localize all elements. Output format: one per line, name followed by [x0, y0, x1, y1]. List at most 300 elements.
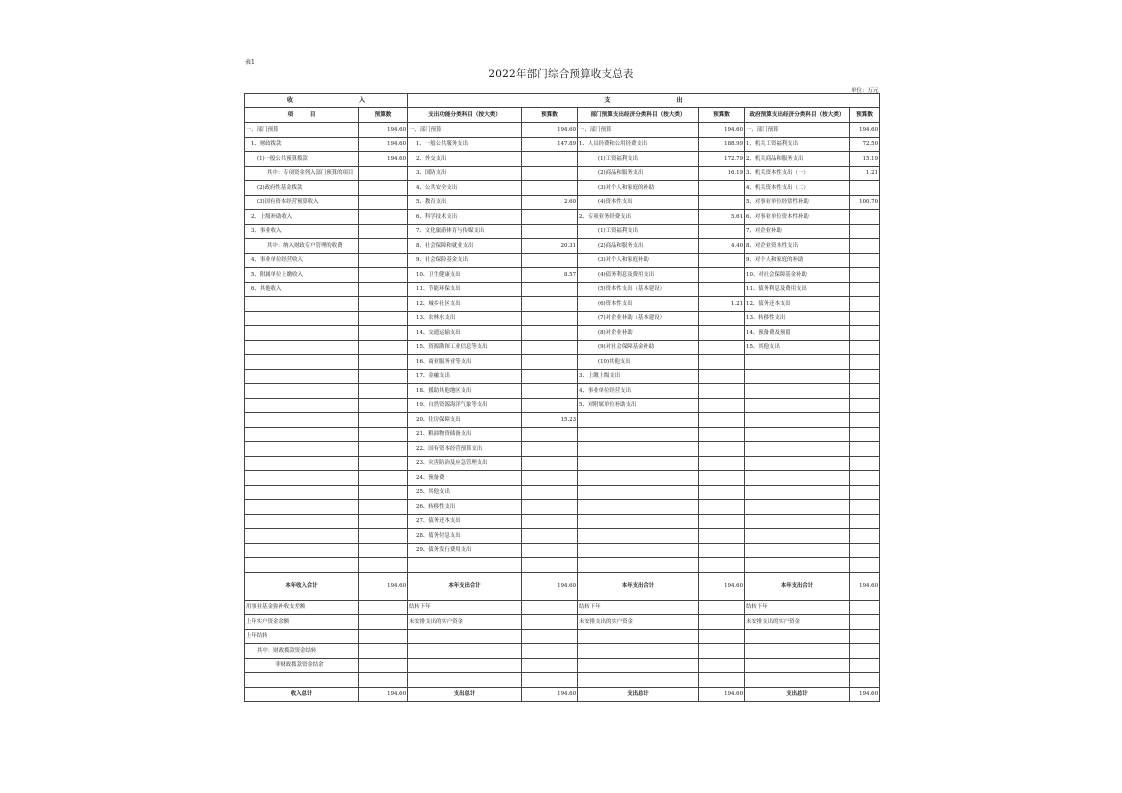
carry-down-label: 结转下年	[745, 600, 850, 615]
gov-econ-item: 9、对个人和家庭的补助	[745, 253, 850, 268]
table-row	[245, 282, 880, 297]
grand-expense-label: 支出总计	[578, 687, 699, 702]
func-item: 3、国防支出	[408, 166, 522, 181]
dept-econ-item	[578, 500, 699, 515]
empty-cell	[359, 600, 408, 615]
func-budget	[522, 340, 578, 355]
income-budget	[359, 210, 408, 225]
dept-econ-budget	[699, 471, 745, 486]
gov-econ-item: 10、对社会保障基金补助	[745, 268, 850, 283]
dept-econ-budget: 188.99	[699, 137, 745, 152]
gov-econ-item: 11、债务利息及费用支出	[745, 282, 850, 297]
dept-econ-item: (4)资本性支出	[578, 195, 699, 210]
dept-econ-budget	[699, 340, 745, 355]
income-item	[245, 384, 359, 399]
gov-econ-item	[745, 471, 850, 486]
empty-cell	[359, 658, 408, 673]
gov-econ-budget	[850, 529, 880, 544]
col-header-func: 支出功能分类科目（按大类）	[408, 108, 522, 123]
income-item	[245, 311, 359, 326]
gov-econ-item	[745, 413, 850, 428]
grand-expense-label: 支出总计	[408, 687, 522, 702]
func-budget	[522, 543, 578, 558]
func-budget: 2.60	[522, 195, 578, 210]
table-row	[245, 195, 880, 210]
gov-econ-budget: 15.19	[850, 152, 880, 167]
table-row	[245, 181, 880, 196]
income-budget	[359, 471, 408, 486]
func-item: 一、部门预算	[408, 123, 522, 138]
func-item: 27、债务还本支出	[408, 514, 522, 529]
income-item: (3)国有资本经营预算收入	[245, 195, 359, 210]
func-budget	[522, 224, 578, 239]
func-item: 18、援助其他地区支出	[408, 384, 522, 399]
grand-expense-value: 194.60	[522, 687, 578, 702]
income-item	[245, 297, 359, 312]
grand-income-label: 收入总计	[245, 687, 359, 702]
gov-econ-item	[745, 456, 850, 471]
func-budget	[522, 398, 578, 413]
income-budget	[359, 369, 408, 384]
table-row	[245, 471, 880, 486]
gov-econ-item	[745, 500, 850, 515]
func-budget	[522, 355, 578, 370]
func-item: 2、外交支出	[408, 152, 522, 167]
table-row	[245, 355, 880, 370]
empty-cell	[699, 673, 745, 688]
unfinished-label: 未安排支出的实户资金	[745, 615, 850, 630]
prior-carry-label: 上年结转	[245, 629, 359, 644]
gov-econ-item	[745, 529, 850, 544]
func-budget	[522, 326, 578, 341]
income-budget	[359, 427, 408, 442]
dept-econ-budget	[699, 500, 745, 515]
empty-cell	[850, 658, 880, 673]
empty-cell	[578, 644, 699, 659]
empty-cell	[745, 629, 850, 644]
dept-econ-item: (7)对企业补助（基本建设）	[578, 311, 699, 326]
table-row	[245, 384, 880, 399]
func-item: 19、自然资源海洋气象等支出	[408, 398, 522, 413]
func-item: 5、教育支出	[408, 195, 522, 210]
func-budget	[522, 369, 578, 384]
func-budget	[522, 500, 578, 515]
dept-econ-budget	[699, 311, 745, 326]
empty-cell	[408, 644, 522, 659]
dept-econ-item	[578, 543, 699, 558]
table-body	[245, 123, 880, 573]
income-budget: 194.60	[359, 152, 408, 167]
income-item: 1、财政拨款	[245, 137, 359, 152]
gov-econ-item	[745, 355, 850, 370]
func-item: 16、商业服务业等支出	[408, 355, 522, 370]
fiscal-carry-label: 其中：财政拨款资金结转	[245, 644, 359, 659]
empty-cell	[850, 600, 880, 615]
dept-econ-item	[578, 442, 699, 457]
income-budget	[359, 558, 408, 573]
table-row	[245, 224, 880, 239]
table-row	[245, 442, 880, 457]
func-item: 14、交通运输支出	[408, 326, 522, 341]
dept-econ-budget	[699, 543, 745, 558]
income-item: 其中：纳入财政专户管理的收费	[245, 239, 359, 254]
col-header-gov-econ: 政府预算支出经济分类科目（按大类）	[745, 108, 850, 123]
carry-down-label: 结转下年	[408, 600, 522, 615]
dept-econ-budget	[699, 326, 745, 341]
empty-cell	[745, 644, 850, 659]
income-item: 4、事业单位经营收入	[245, 253, 359, 268]
empty-cell	[699, 658, 745, 673]
col-header-dept-econ: 部门预算支出经济分类科目（按大类）	[578, 108, 699, 123]
func-budget	[522, 471, 578, 486]
dept-econ-budget: 194.60	[699, 123, 745, 138]
income-budget	[359, 282, 408, 297]
func-item: 1、一般公共服务支出	[408, 137, 522, 152]
func-budget	[522, 485, 578, 500]
income-budget	[359, 340, 408, 355]
empty-cell	[850, 644, 880, 659]
unfinished-label: 未安排支出的实户资金	[578, 615, 699, 630]
gov-econ-budget	[850, 239, 880, 254]
income-budget	[359, 195, 408, 210]
dept-econ-budget	[699, 355, 745, 370]
func-item: 13、农林水支出	[408, 311, 522, 326]
income-item: 其中：专项资金列入部门预算的项目	[245, 166, 359, 181]
table-row	[245, 543, 880, 558]
grand-income-value: 194.60	[359, 687, 408, 702]
func-item: 29、债务发行费用支出	[408, 543, 522, 558]
dept-econ-item: (2)商品和服务支出	[578, 166, 699, 181]
dept-econ-item: (1)工资福利支出	[578, 152, 699, 167]
table-row	[245, 427, 880, 442]
empty-cell	[522, 629, 578, 644]
income-budget: 194.60	[359, 137, 408, 152]
empty-cell	[522, 644, 578, 659]
dept-econ-budget	[699, 181, 745, 196]
unit-label: 单位：万元	[851, 88, 879, 94]
income-item: 5、附属单位上缴收入	[245, 268, 359, 283]
func-item: 25、其他支出	[408, 485, 522, 500]
gov-econ-item	[745, 427, 850, 442]
expense-total-value: 194.60	[522, 572, 578, 600]
income-budget	[359, 514, 408, 529]
dept-econ-item: (9)对社会保障基金补助	[578, 340, 699, 355]
empty-cell	[699, 600, 745, 615]
expense-group-header: 支 出	[408, 94, 880, 108]
dept-econ-budget	[699, 456, 745, 471]
gov-econ-budget: 194.60	[850, 123, 880, 138]
func-item: 9、社会保险基金支出	[408, 253, 522, 268]
dept-econ-item: (4)债务利息及费用支出	[578, 268, 699, 283]
gov-econ-budget	[850, 210, 880, 225]
empty-cell	[745, 658, 850, 673]
empty-cell	[408, 629, 522, 644]
gov-econ-budget	[850, 413, 880, 428]
gov-econ-item: 12、债务还本支出	[745, 297, 850, 312]
income-item	[245, 413, 359, 428]
empty-cell	[578, 629, 699, 644]
empty-cell	[850, 673, 880, 688]
income-budget	[359, 413, 408, 428]
col-header-item: 项 目	[245, 108, 359, 123]
func-item: 12、城乡社区支出	[408, 297, 522, 312]
dept-econ-budget	[699, 195, 745, 210]
dept-econ-budget	[699, 514, 745, 529]
prior-balance-label: 上年实户资金余额	[245, 615, 359, 630]
func-item: 20、住房保障支出	[408, 413, 522, 428]
income-budget	[359, 166, 408, 181]
expense-total-label: 本年支出合计	[408, 572, 522, 600]
grand-expense-value: 194.60	[850, 687, 880, 702]
gov-econ-budget: 1.21	[850, 166, 880, 181]
table-row	[245, 514, 880, 529]
table-row	[245, 529, 880, 544]
gov-econ-budget	[850, 311, 880, 326]
func-item: 10、卫生健康支出	[408, 268, 522, 283]
empty-cell	[850, 615, 880, 630]
dept-econ-item: (8)对企业补助	[578, 326, 699, 341]
func-budget	[522, 181, 578, 196]
gov-econ-budget	[850, 181, 880, 196]
dept-econ-item	[578, 558, 699, 573]
dept-econ-budget	[699, 253, 745, 268]
func-item: 28、债务付息支出	[408, 529, 522, 544]
gov-econ-budget	[850, 384, 880, 399]
empty-cell	[699, 615, 745, 630]
gov-econ-budget	[850, 442, 880, 457]
gov-econ-item: 一、部门预算	[745, 123, 850, 138]
gov-econ-item	[745, 543, 850, 558]
empty-cell	[699, 629, 745, 644]
income-budget	[359, 239, 408, 254]
func-budget	[522, 311, 578, 326]
gov-econ-budget	[850, 456, 880, 471]
dept-econ-item: 5、对附属单位补助支出	[578, 398, 699, 413]
gov-econ-item: 1、机关工资福利支出	[745, 137, 850, 152]
unfinished-label: 未安排支出的实户资金	[408, 615, 522, 630]
func-item: 22、国有资本经营预算支出	[408, 442, 522, 457]
empty-cell	[522, 658, 578, 673]
income-item	[245, 398, 359, 413]
col-header-budget: 预算数	[359, 108, 408, 123]
func-item: 26、转移性支出	[408, 500, 522, 515]
gov-econ-budget	[850, 471, 880, 486]
gov-econ-budget	[850, 282, 880, 297]
func-budget	[522, 456, 578, 471]
expense-total-value: 194.60	[850, 572, 880, 600]
dept-econ-budget: 1.21	[699, 297, 745, 312]
gov-econ-budget	[850, 340, 880, 355]
income-item: (1)一般公共预算拨款	[245, 152, 359, 167]
func-item: 21、粮油物资储备支出	[408, 427, 522, 442]
dept-econ-item: 一、部门预算	[578, 123, 699, 138]
col-header-budget: 预算数	[850, 108, 880, 123]
dept-econ-budget	[699, 485, 745, 500]
income-budget	[359, 500, 408, 515]
gov-econ-budget	[850, 268, 880, 283]
gov-econ-item: 4、机关资本性支出（二）	[745, 181, 850, 196]
func-item: 4、公共安全支出	[408, 181, 522, 196]
func-item: 17、金融支出	[408, 369, 522, 384]
func-item: 11、节能环保支出	[408, 282, 522, 297]
income-budget	[359, 311, 408, 326]
nonfiscal-carry-label: 非财政拨款资金结余	[245, 658, 359, 673]
table-row	[245, 340, 880, 355]
income-budget	[359, 442, 408, 457]
empty-cell	[745, 673, 850, 688]
dept-econ-item: 3、上缴上级支出	[578, 369, 699, 384]
dept-econ-item: 4、事业单位经营支出	[578, 384, 699, 399]
income-budget: 194.60	[359, 123, 408, 138]
income-item: 一、部门预算	[245, 123, 359, 138]
income-budget	[359, 543, 408, 558]
dept-econ-item	[578, 427, 699, 442]
income-item	[245, 427, 359, 442]
dept-econ-item: (10)其他支出	[578, 355, 699, 370]
gov-econ-budget	[850, 500, 880, 515]
table-row	[245, 558, 880, 573]
func-item: 24、预备费	[408, 471, 522, 486]
func-budget	[522, 297, 578, 312]
income-item: (2)政府性基金拨款	[245, 181, 359, 196]
dept-econ-item: (3)对个人和家庭补助	[578, 253, 699, 268]
gov-econ-item	[745, 398, 850, 413]
dept-econ-budget: 16.19	[699, 166, 745, 181]
col-header-budget: 预算数	[522, 108, 578, 123]
income-item	[245, 514, 359, 529]
income-item	[245, 326, 359, 341]
income-budget	[359, 485, 408, 500]
gov-econ-item: 8、对企业资本性支出	[745, 239, 850, 254]
gov-econ-item: 5、对事业单位经常性补助	[745, 195, 850, 210]
gov-econ-budget	[850, 558, 880, 573]
table-note: 表1	[245, 59, 255, 66]
dept-econ-item	[578, 413, 699, 428]
income-group-header: 收 入	[245, 94, 408, 108]
empty-cell	[408, 673, 522, 688]
dept-econ-item	[578, 471, 699, 486]
table-row	[245, 413, 880, 428]
dept-econ-budget	[699, 369, 745, 384]
income-budget	[359, 456, 408, 471]
table-row	[245, 253, 880, 268]
income-budget	[359, 253, 408, 268]
table-row	[245, 500, 880, 515]
gov-econ-item: 13、转移性支出	[745, 311, 850, 326]
func-budget: 147.89	[522, 137, 578, 152]
income-item	[245, 442, 359, 457]
table-row	[245, 268, 880, 283]
func-item: 6、科学技术支出	[408, 210, 522, 225]
func-item: 7、文化旅游体育与传媒支出	[408, 224, 522, 239]
income-item: 3、事业收入	[245, 224, 359, 239]
gov-econ-budget: 100.70	[850, 195, 880, 210]
income-budget	[359, 384, 408, 399]
dept-econ-item: (2)商品和服务支出	[578, 239, 699, 254]
empty-cell	[578, 673, 699, 688]
dept-econ-budget	[699, 268, 745, 283]
gov-econ-item: 2、机关商品和服务支出	[745, 152, 850, 167]
dept-econ-item: (1)工资福利支出	[578, 224, 699, 239]
carry-down-label: 结转下年	[578, 600, 699, 615]
gov-econ-item: 6、对事业单位资本性补助	[745, 210, 850, 225]
expense-total-value: 194.60	[699, 572, 745, 600]
gov-econ-budget	[850, 369, 880, 384]
gov-econ-budget	[850, 253, 880, 268]
dept-econ-item: (5)资本性支出（基本建设）	[578, 282, 699, 297]
table-row	[245, 210, 880, 225]
empty-cell	[359, 629, 408, 644]
gov-econ-item	[745, 485, 850, 500]
empty-cell	[522, 600, 578, 615]
dept-econ-budget	[699, 427, 745, 442]
table-row	[245, 297, 880, 312]
empty-cell	[359, 673, 408, 688]
grand-expense-value: 194.60	[699, 687, 745, 702]
page-title: 2022年部门综合预算收支总表	[488, 68, 634, 80]
income-item	[245, 500, 359, 515]
dept-econ-item	[578, 456, 699, 471]
table-row	[245, 166, 880, 181]
empty-cell	[522, 615, 578, 630]
income-item	[245, 558, 359, 573]
gov-econ-budget	[850, 514, 880, 529]
func-item: 23、灾害防治及应急管理支出	[408, 456, 522, 471]
table-row	[245, 152, 880, 167]
func-budget	[522, 427, 578, 442]
func-budget: 20.31	[522, 239, 578, 254]
empty-cell	[408, 658, 522, 673]
func-budget	[522, 210, 578, 225]
func-budget	[522, 166, 578, 181]
func-budget	[522, 253, 578, 268]
income-budget	[359, 224, 408, 239]
dept-econ-budget	[699, 224, 745, 239]
empty-cell	[850, 629, 880, 644]
income-budget	[359, 297, 408, 312]
budget-summary-table	[244, 93, 880, 702]
table-row	[245, 311, 880, 326]
table-row	[245, 239, 880, 254]
gov-econ-budget	[850, 355, 880, 370]
income-budget	[359, 398, 408, 413]
dept-econ-budget	[699, 398, 745, 413]
dept-econ-item	[578, 529, 699, 544]
gov-econ-item	[745, 514, 850, 529]
table-row	[245, 485, 880, 500]
empty-cell	[578, 658, 699, 673]
gov-econ-item: 14、预备费及预留	[745, 326, 850, 341]
grand-expense-label: 支出总计	[745, 687, 850, 702]
dept-econ-item: 2、专项业务经费支出	[578, 210, 699, 225]
gov-econ-budget	[850, 224, 880, 239]
func-budget: 8.57	[522, 268, 578, 283]
dept-econ-item	[578, 514, 699, 529]
gov-econ-item	[745, 384, 850, 399]
income-item	[245, 456, 359, 471]
table-row	[245, 123, 880, 138]
income-total-value: 194.60	[359, 572, 408, 600]
dept-econ-budget	[699, 442, 745, 457]
dept-econ-budget	[699, 558, 745, 573]
gov-econ-budget	[850, 485, 880, 500]
func-item: 8、社会保障和就业支出	[408, 239, 522, 254]
dept-econ-budget	[699, 529, 745, 544]
func-budget	[522, 384, 578, 399]
income-budget	[359, 268, 408, 283]
gov-econ-budget	[850, 326, 880, 341]
func-budget: 15.23	[522, 413, 578, 428]
